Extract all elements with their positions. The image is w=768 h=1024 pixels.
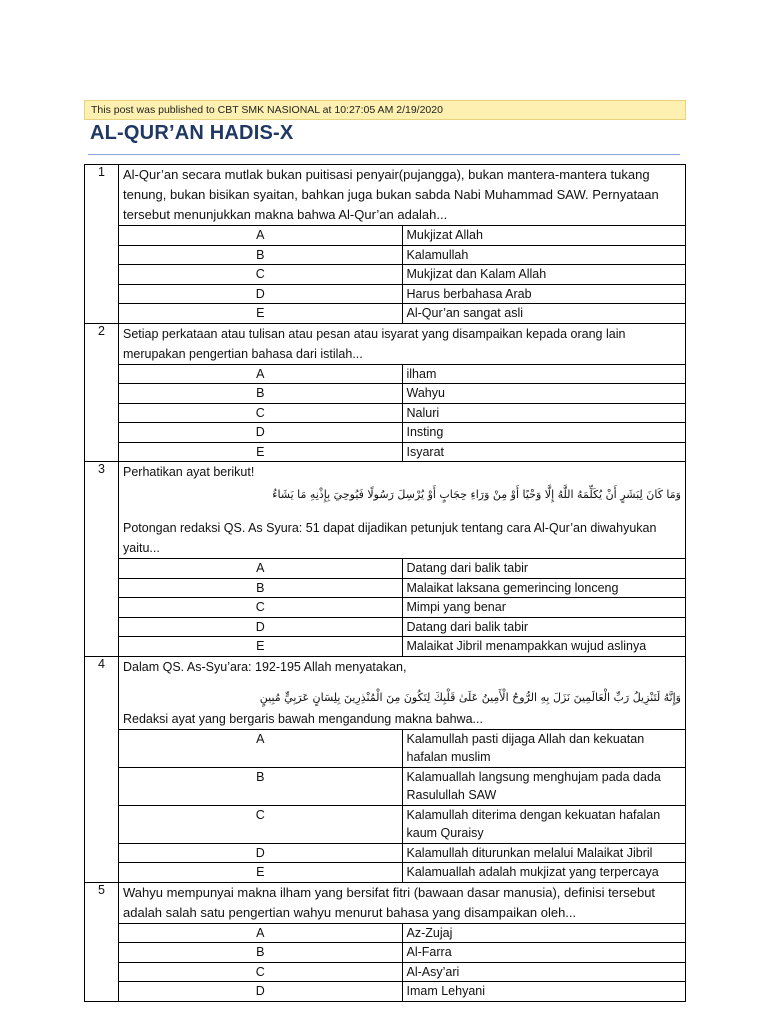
option-text: Mimpi yang benar xyxy=(402,598,686,618)
option-row[interactable] xyxy=(85,578,686,598)
option-text: ilham xyxy=(402,364,686,384)
option-row[interactable] xyxy=(85,423,686,443)
option-letter: B xyxy=(119,245,403,265)
option-letter: A xyxy=(119,364,403,384)
option-row[interactable] xyxy=(85,304,686,324)
option-letter: E xyxy=(119,637,403,657)
option-row[interactable] xyxy=(85,637,686,657)
option-letter: D xyxy=(119,423,403,443)
quiz-table xyxy=(84,164,686,1002)
option-letter: E xyxy=(119,304,403,324)
option-text: Wahyu xyxy=(402,384,686,404)
option-text: Insting xyxy=(402,423,686,443)
option-text: Naluri xyxy=(402,403,686,423)
title-divider xyxy=(88,154,680,155)
question-number: 5 xyxy=(85,882,119,1001)
question-number: 3 xyxy=(85,462,119,657)
option-text: Datang dari balik tabir xyxy=(402,617,686,637)
option-letter: D xyxy=(119,284,403,304)
option-text: Az-Zujaj xyxy=(402,923,686,943)
option-text: Kalamullah xyxy=(402,245,686,265)
option-letter: C xyxy=(119,403,403,423)
option-letter: A xyxy=(119,729,403,767)
option-row[interactable] xyxy=(85,982,686,1002)
question-text: Redaksi ayat yang bergaris bawah mengandung makna bahwa... xyxy=(123,711,483,726)
question-text: Setiap perkataan atau tulisan atau pesan atau isyarat yang disampaikan kepada orang lain merupakan pengertian bahasa dari istilah... xyxy=(119,323,686,364)
option-row[interactable] xyxy=(85,245,686,265)
option-text: Kalamuallah adalah mukjizat yang terpercaya xyxy=(402,863,686,883)
option-letter: A xyxy=(119,559,403,579)
question-number: 4 xyxy=(85,656,119,882)
option-row[interactable] xyxy=(85,923,686,943)
option-row[interactable] xyxy=(85,559,686,579)
arabic-verse: وَمَا كَانَ لِبَشَرٍ أَنْ يُكَلِّمَهُ اللَّهُ إِلَّا وَحْيًا أَوْ مِنْ وَرَاءِ حِجَابٍ أَوْ يُرْسِلَ رَسُولًا فَيُوحِيَ بِإِذْنِهِ مَا يَشَاءُ xyxy=(272,488,681,501)
option-row[interactable] xyxy=(85,226,686,246)
option-row[interactable] xyxy=(85,729,686,767)
arabic-verse: وَإِنَّهُ لَتَنْزِيلُ رَبِّ الْعَالَمِينَ نَزَلَ بِهِ الرُّوحُ الْأَمِينُ عَلَىٰ قَلْبِكَ لِتَكُونَ مِنَ الْمُنْذِرِينَ بِلِسَانٍ عَرَبِيٍّ مُبِينٍ xyxy=(259,690,681,704)
option-row[interactable] xyxy=(85,962,686,982)
option-text: Kalamullah diterima dengan kekuatan hafalan kaum Quraisy xyxy=(402,805,686,843)
question-row xyxy=(85,656,686,729)
option-letter: B xyxy=(119,943,403,963)
option-letter: A xyxy=(119,923,403,943)
option-letter: C xyxy=(119,805,403,843)
option-row[interactable] xyxy=(85,442,686,462)
question-intro: Perhatikan ayat berikut! xyxy=(123,465,255,479)
option-text: Kalamullah pasti dijaga Allah dan kekuatan hafalan muslim xyxy=(402,729,686,767)
option-letter: C xyxy=(119,962,403,982)
question-cell xyxy=(119,462,686,559)
option-text: Kalamullah diturunkan melalui Malaikat Jibril xyxy=(402,843,686,863)
option-row[interactable] xyxy=(85,403,686,423)
question-intro: Dalam QS. As-Syu’ara: 192-195 Allah menyatakan, xyxy=(123,659,407,674)
option-text: Al-Qur’an sangat asli xyxy=(402,304,686,324)
question-number: 1 xyxy=(85,165,119,324)
option-text: Kalamuallah langsung menghujam pada dada Rasulullah SAW xyxy=(402,767,686,805)
option-row[interactable] xyxy=(85,767,686,805)
question-cell xyxy=(119,656,686,729)
option-letter: E xyxy=(119,863,403,883)
option-letter: B xyxy=(119,767,403,805)
option-row[interactable] xyxy=(85,843,686,863)
option-letter: D xyxy=(119,617,403,637)
option-text: Mukjizat dan Kalam Allah xyxy=(402,265,686,285)
option-row[interactable] xyxy=(85,364,686,384)
option-letter: C xyxy=(119,598,403,618)
option-row[interactable] xyxy=(85,805,686,843)
publish-banner: This post was published to CBT SMK NASIONAL at 10:27:05 AM 2/19/2020 xyxy=(84,100,686,120)
question-row xyxy=(85,165,686,226)
option-text: Harus berbahasa Arab xyxy=(402,284,686,304)
option-text: Malaikat Jibril menampakkan wujud aslinya xyxy=(402,637,686,657)
option-row[interactable] xyxy=(85,265,686,285)
option-text: Imam Lehyani xyxy=(402,982,686,1002)
option-letter: C xyxy=(119,265,403,285)
question-number: 2 xyxy=(85,323,119,462)
question-row xyxy=(85,462,686,559)
page-title: AL-QUR’AN HADIS-X xyxy=(90,122,294,144)
option-row[interactable] xyxy=(85,617,686,637)
option-text: Malaikat laksana gemerincing lonceng xyxy=(402,578,686,598)
question-row xyxy=(85,882,686,923)
option-letter: B xyxy=(119,384,403,404)
question-text: Potongan redaksi QS. As Syura: 51 dapat dijadikan petunjuk tentang cara Al-Qur’an diwahyukan yaitu... xyxy=(123,521,657,555)
question-row xyxy=(85,323,686,364)
question-text: Al-Qur’an secara mutlak bukan puitisasi penyair(pujangga), bukan mantera-mantera tukang tenung, bukan bisikan syaitan, bahkan juga bukan sabda Nabi Muhammad SAW. Pernyataan tersebut menunjukkan makna bahwa Al-Qur’an adalah... xyxy=(119,165,686,226)
option-row[interactable] xyxy=(85,863,686,883)
option-letter: E xyxy=(119,442,403,462)
question-text: Wahyu mempunyai makna ilham yang bersifat fitri (bawaan dasar manusia), definisi tersebut adalah salah satu pengertian wahyu menurut bahasa yang disampaikan oleh... xyxy=(119,882,686,923)
option-row[interactable] xyxy=(85,384,686,404)
option-text: Datang dari balik tabir xyxy=(402,559,686,579)
option-text: Mukjizat Allah xyxy=(402,226,686,246)
option-row[interactable] xyxy=(85,943,686,963)
option-row[interactable] xyxy=(85,598,686,618)
option-letter: A xyxy=(119,226,403,246)
option-letter: B xyxy=(119,578,403,598)
option-text: Al-Farra xyxy=(402,943,686,963)
option-text: Al-Asy’ari xyxy=(402,962,686,982)
option-text: Isyarat xyxy=(402,442,686,462)
option-letter: D xyxy=(119,982,403,1002)
option-row[interactable] xyxy=(85,284,686,304)
option-letter: D xyxy=(119,843,403,863)
